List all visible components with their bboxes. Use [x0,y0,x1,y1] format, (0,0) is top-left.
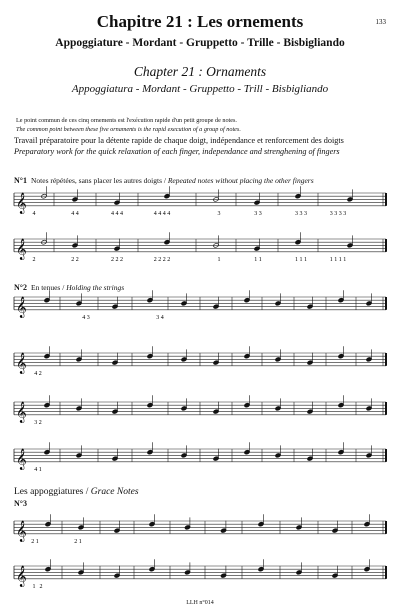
page-subtitle-english: Appoggiatura - Mordant - Gruppetto - Trill - Bisbigliando [71,83,329,95]
exercise-2-number: N°2 [14,283,27,292]
fingering-number: 4 4 4 4 [153,210,171,217]
fingering-number: 4 4 [71,210,79,217]
prep-text-en: Preparatory work for the quick relaxation of each finger, independance and strenghening of fingers [14,147,340,156]
treble-clef-icon: 𝄞 [16,448,27,470]
fingering-number: 3 [217,210,221,217]
fingering-number: 1 1 1 [295,256,307,263]
fingering-number: 3 3 3 3 [329,210,347,217]
fingering-number: 1 [32,583,36,590]
page-title: Chapitre 21 : Les ornements [96,12,304,31]
fingering-number: 1 [217,256,221,263]
fingering-number: 4 2 [34,370,42,377]
fingering-number: 3 4 [156,314,164,321]
staff-7 [14,521,386,534]
exercise-3-number: N°3 [14,499,27,508]
exercise-2-text-en: Holding the strings [66,283,125,292]
grace-notes-text-en: Grace Notes [90,487,139,497]
treble-clef-icon: 𝄞 [16,352,27,374]
fingering-number: 4 1 [34,466,42,473]
page-title-english: Chapter 21 : Ornaments [133,64,267,79]
treble-clef-icon: 𝄞 [16,520,27,542]
page-subtitle: Appoggiature - Mordant - Gruppetto - Trille - Bisbigliando [55,37,345,49]
treble-clef-icon: 𝄞 [16,296,27,318]
prep-text-fr: Travail préparatoire pour la détente rapide de chaque doigt, indépendance et renforcement des doigts [14,136,344,145]
treble-clef-icon: 𝄞 [16,192,27,214]
grace-notes-text-fr: Les appoggiatures / [14,487,91,497]
exercise-2-text-fr: En tenues / [30,283,67,292]
fingering-number: 1 1 [254,256,262,263]
fingering-number: 2 2 2 [111,256,123,263]
staff-1 [14,193,386,206]
page-number: 133 [375,18,386,26]
fingering-number: 2 2 2 2 [153,256,171,263]
fingering-number: 4 [32,210,36,217]
fingering-number: 2 [39,583,43,590]
fingering-number: 2 1 [31,538,39,545]
fingering-number: 4 3 [82,314,90,321]
fingering-number: 2 1 [74,538,82,545]
fingering-number: 3 3 3 [295,210,307,217]
treble-clef-icon: 𝄞 [16,238,27,260]
intro-text-fr: Le point commun de ces cinq ornements est l'exécution rapide d'un petit groupe de notes. [16,117,237,124]
staff-2 [14,239,386,252]
fingering-number: 4 4 4 [111,210,123,217]
exercise-1-text-en: Repeated notes without placing the other fingers [167,176,314,185]
fingering-number: 3 2 [34,419,42,426]
intro-text-en: The common point between these five ornaments is the rapid execution of a group of notes. [16,126,241,133]
staff-8 [14,566,386,579]
exercise-1-text-fr: Notes répétées, sans placer les autres doigts / [30,176,168,185]
treble-clef-icon: 𝄞 [16,401,27,423]
fingering-number: 2 [32,256,36,263]
fingering-number: 3 3 [254,210,262,217]
exercise-1-number: N°1 [14,176,27,185]
fingering-number: 1 1 1 1 [329,256,347,263]
treble-clef-icon: 𝄞 [16,565,27,587]
fingering-number: 2 2 [71,256,79,263]
footer-code: LLH n°014 [186,600,214,606]
